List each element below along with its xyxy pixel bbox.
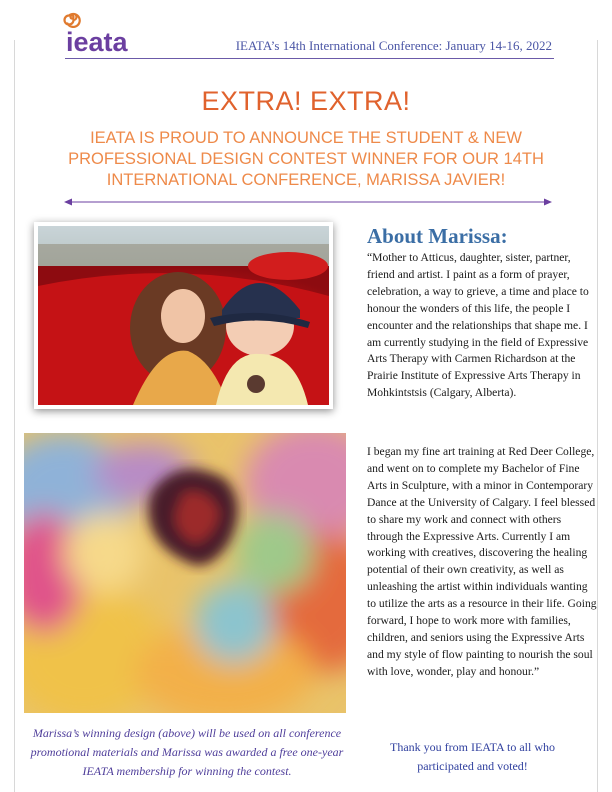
page-margin-left bbox=[14, 40, 15, 792]
about-title: About Marissa: bbox=[367, 224, 508, 248]
winner-photo bbox=[34, 222, 333, 409]
double-arrow-divider bbox=[64, 196, 552, 208]
winning-design-painting bbox=[24, 433, 346, 713]
header-rule bbox=[65, 58, 554, 59]
subheadline-line: IEATA IS PROUD TO ANNOUNCE THE STUDENT & NEW bbox=[90, 129, 522, 147]
painting-caption: Marissa’s winning design (above) will be used on all conference promotional materials and Marissa was awarded a free one-year IEATA membership for winning the contest. bbox=[30, 726, 344, 778]
subheadline-line: INTERNATIONAL CONFERENCE, MARISSA JAVIER! bbox=[106, 171, 506, 189]
conference-title: IEATA’s 14th International Conference: January 14-16, 2022 bbox=[235, 38, 552, 53]
ieata-logo bbox=[55, 4, 145, 56]
painting-image bbox=[24, 433, 346, 713]
photo-image bbox=[38, 226, 329, 405]
subheadline bbox=[60, 128, 552, 191]
thanks-note: Thank you from IEATA to all who participated and voted! bbox=[389, 740, 555, 773]
about-paragraph-1: “Mother to Atticus, daughter, sister, partner, friend and artist. I paint as a form of prayer, celebration, a way to grieve, a time and place to honour the wonders of this life, the people I encounter and the relationships that shape me. I am currently studying in the field of Expressive Arts Therapy with Carmen Richardson at the Prairie Institute of Expressive Arts Therapy in Mohkintstsis (Calgary, Alberta). bbox=[367, 251, 589, 400]
headline: EXTRA! EXTRA! bbox=[201, 86, 411, 116]
logo-text: ieata bbox=[66, 27, 128, 57]
about-paragraph-2: I began my fine art training at Red Deer College, and went on to complete my Bachelor of Fine Arts in Sculpture, with a minor in Contemporary Dance at the University of Calgary. I feel blessed to share my work and connect with others through the Expressive Arts. Currently I am working with creatives, discovering the healing potential of their own creativity, as well as unleashing the artist within individuals wanting to utilize the arts as a resource in their life. Going forward, I hope to work more with families, children, and seniors using the Expressive Arts and my style of flow painting to nourish the soul with love, wonder, play and honour.” bbox=[367, 445, 597, 678]
subheadline-line: PROFESSIONAL DESIGN CONTEST WINNER FOR OUR 14TH bbox=[68, 150, 544, 168]
spiral-icon bbox=[61, 6, 83, 28]
